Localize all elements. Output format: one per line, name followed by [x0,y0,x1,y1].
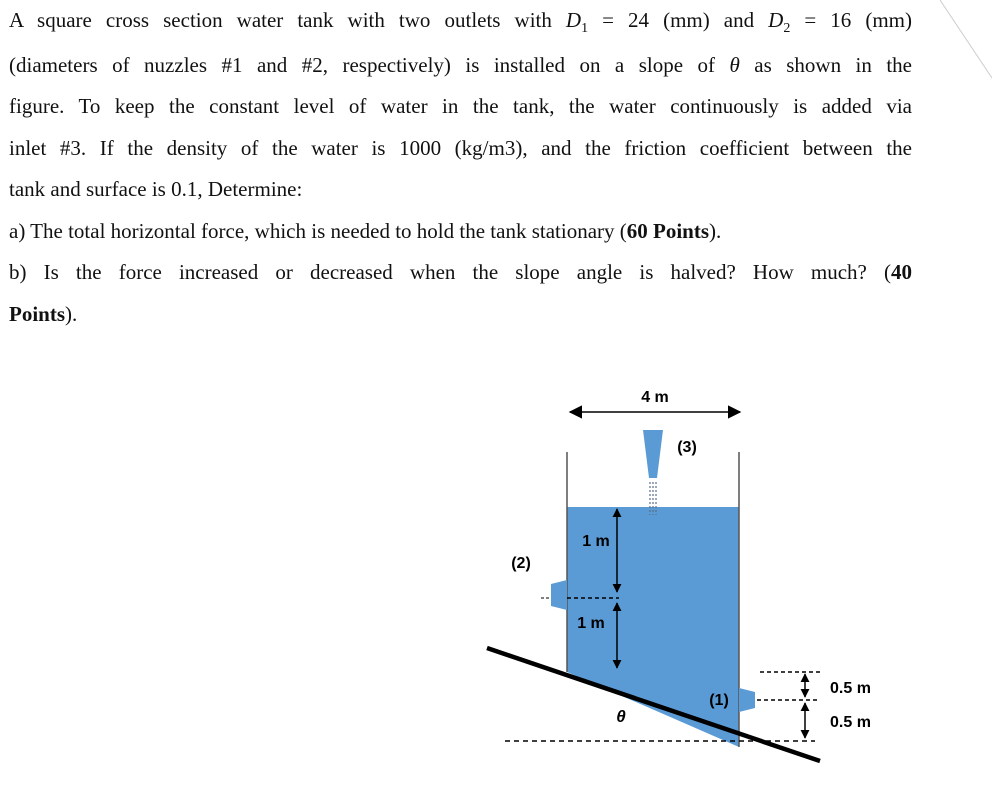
outlet-1-label: (1) [709,692,729,709]
outlet-nozzle-1 [739,688,755,712]
d1-value: = 24 (mm) and [588,8,769,32]
text-segment: ). [709,218,722,243]
lower-height-label: 1 m [577,615,605,632]
part-a-text: a) The total horizontal force, which is needed to hold the tank stationary ( [9,218,627,243]
problem-line-3: figure. To keep the constant level of water in the tank, the water continuously is added via [9,94,912,118]
d1-subscript: 1 [581,21,589,36]
page-edge-line [940,0,992,78]
d2-subscript: 2 [783,21,791,36]
d1-symbol: D [565,8,582,32]
text-segment: as shown in the [739,52,913,77]
upper-height-label: 1 m [582,533,610,550]
upper-offset-label: 0.5 m [830,680,871,697]
width-label: 4 m [641,389,669,406]
part-b-points-word: Points [9,301,66,326]
problem-line-4: inlet #3. If the density of the water is 1000 (kg/m3), and the friction coefficient between the [9,135,912,160]
outlet-nozzle-2 [551,580,567,610]
problem-line-5: tank and surface is 0.1, Determine: [9,177,303,201]
d2-symbol: D [768,8,784,32]
part-b-text: b) Is the force increased or decreased when the slope angle is halved? How much? ( [9,260,891,284]
part-a-points: 60 Points [626,218,710,243]
text-segment: A square cross section water tank with two outlets with [9,8,566,32]
text-segment: (diameters of nuzzles #1 and #2, respectively) is installed on a slope of [9,52,730,77]
theta-symbol: θ [729,52,740,77]
angle-label: θ [616,707,626,726]
inlet-nozzle-3 [643,430,663,478]
part-b-points: 40 [891,260,912,284]
text-segment: ). [65,301,78,326]
outlet-2-label: (2) [511,555,531,572]
inlet-3-label: (3) [677,439,697,456]
d2-value: = 16 (mm) [790,8,912,32]
lower-offset-label: 0.5 m [830,714,871,731]
